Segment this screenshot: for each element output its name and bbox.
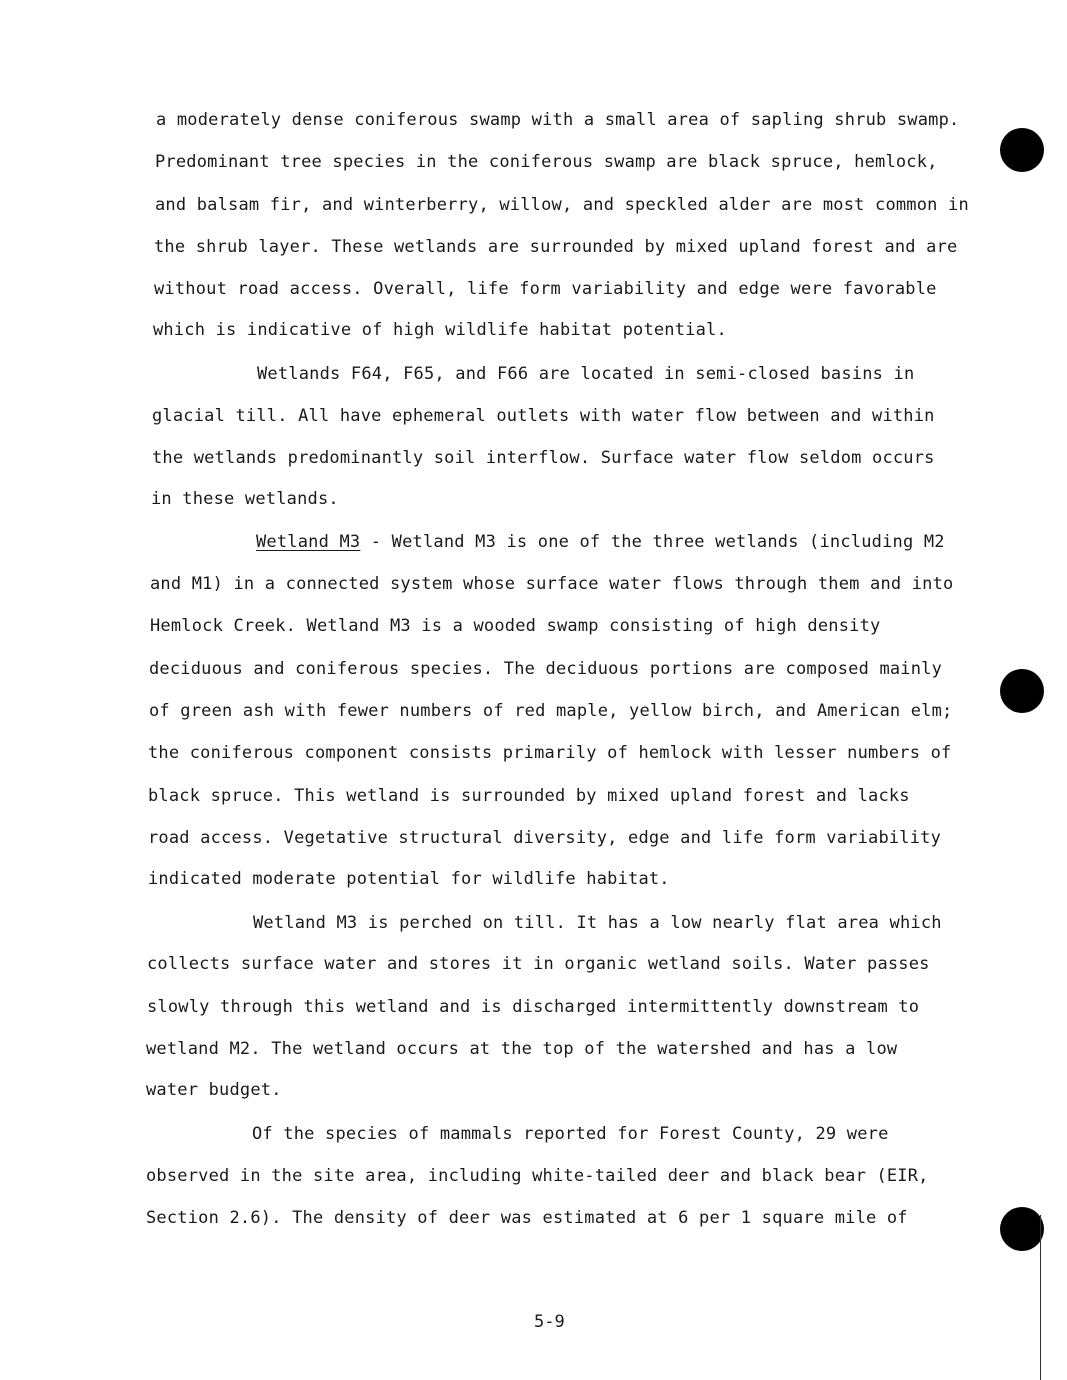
text-line: of green ash with fewer numbers of red maple, yellow birch, and American elm; [149, 701, 953, 721]
text-line: a moderately dense coniferous swamp with a small area of sapling shrub swamp. [156, 110, 960, 130]
text-line: - Wetland M3 is one of the three wetlands (including M2 [370, 532, 945, 552]
text-line: water budget. [146, 1080, 282, 1100]
text-line: Predominant tree species in the coniferous swamp are black spruce, hemlock, [155, 152, 938, 172]
text-line: the wetlands predominantly soil interflow. Surface water flow seldom occurs [152, 448, 935, 468]
text-line: observed in the site area, including white-tailed deer and black bear (EIR, [146, 1166, 929, 1186]
page-edge-line [1040, 1215, 1041, 1380]
text-line: collects surface water and stores it in organic wetland soils. Water passes [147, 954, 930, 974]
text-line: in these wetlands. [151, 489, 339, 509]
text-line: slowly through this wetland and is discharged intermittently downstream to [147, 997, 920, 1017]
text-line: the shrub layer. These wetlands are surrounded by mixed upland forest and are [154, 237, 958, 257]
text-line: indicated moderate potential for wildlife habitat. [148, 869, 670, 889]
section-line-m3 [256, 532, 945, 552]
punch-hole-icon [1000, 669, 1044, 713]
punch-hole-icon [1000, 128, 1044, 172]
text-line: Of the species of mammals reported for Forest County, 29 were [252, 1124, 889, 1144]
text-line: which is indicative of high wildlife habitat potential. [153, 320, 727, 340]
text-line: Wetland M3 is perched on till. It has a low nearly flat area which [253, 913, 942, 933]
text-line: deciduous and coniferous species. The deciduous portions are composed mainly [149, 659, 943, 679]
punch-hole-icon [1000, 1207, 1044, 1251]
text-line: glacial till. All have ephemeral outlets with water flow between and within [152, 406, 935, 426]
text-line: Wetlands F64, F65, and F66 are located in semi-closed basins in [257, 364, 915, 384]
text-line: without road access. Overall, life form variability and edge were favorable [154, 279, 937, 299]
text-line: black spruce. This wetland is surrounded by mixed upland forest and lacks [148, 786, 910, 806]
text-line: and M1) in a connected system whose surface water flows through them and into [150, 574, 954, 594]
text-line: Section 2.6). The density of deer was estimated at 6 per 1 square mile of [146, 1208, 908, 1228]
text-line: Hemlock Creek. Wetland M3 is a wooded swamp consisting of high density [150, 616, 881, 636]
text-line: the coniferous component consists primarily of hemlock with lesser numbers of [148, 743, 952, 763]
section-heading-m3: Wetland M3 [256, 532, 361, 552]
text-line: and balsam fir, and winterberry, willow, and speckled alder are most common in [155, 195, 969, 215]
text-line: road access. Vegetative structural diversity, edge and life form variability [148, 828, 942, 848]
page-number: 5-9 [534, 1312, 565, 1332]
text-line: wetland M2. The wetland occurs at the top of the watershed and has a low [146, 1039, 898, 1059]
